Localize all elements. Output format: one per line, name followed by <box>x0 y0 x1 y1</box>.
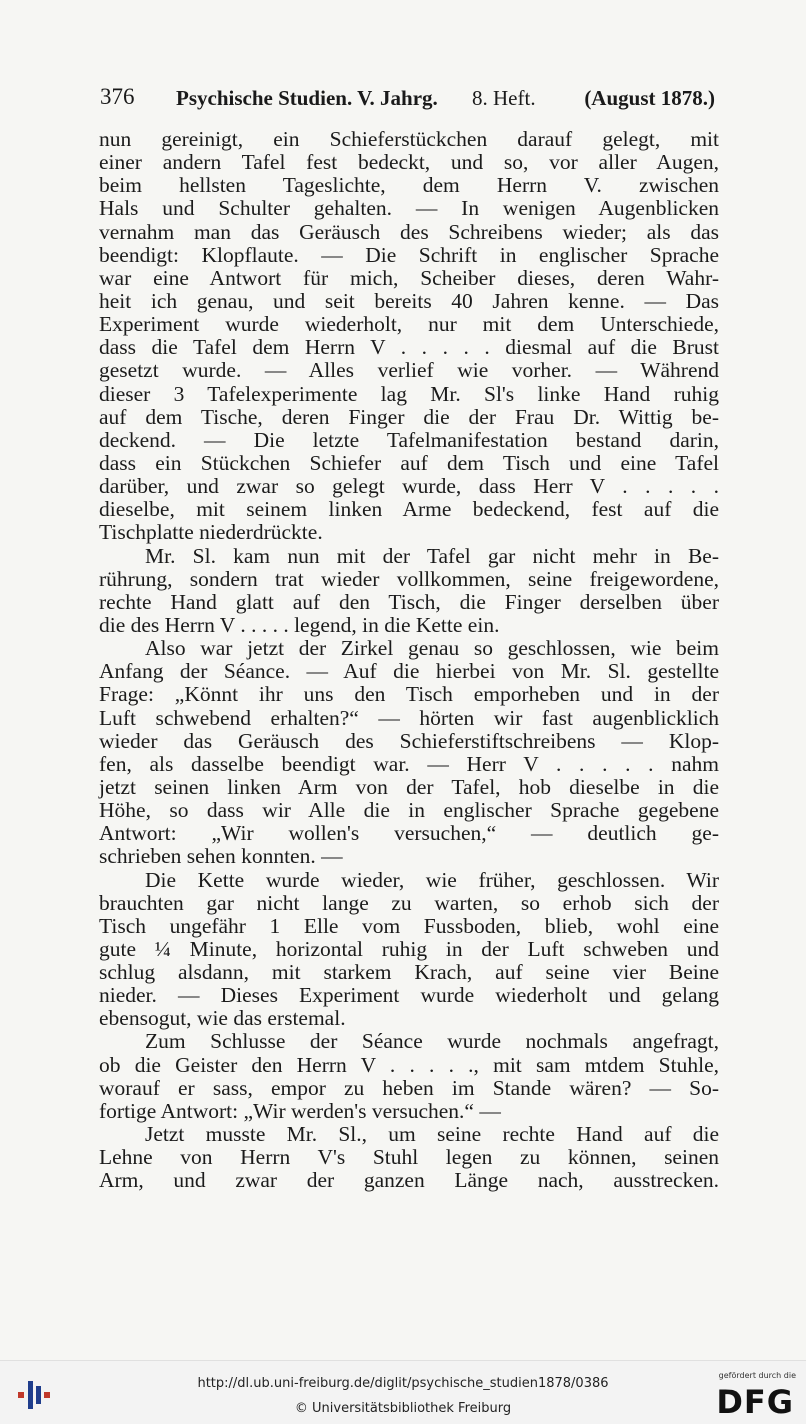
running-title: Psychische Studien. V. Jahrg. <box>176 86 438 110</box>
text-line: fen, als dasselbe beendigt war. — Herr V . . . . . nahm <box>99 751 719 776</box>
text-line: Also war jetzt der Zirkel genau so geschlossen, wie beim <box>145 636 719 661</box>
text-line: Luft schwebend erhalten?“ — hörten wir fast augenblicklich <box>99 705 719 730</box>
dfg-logo: DFG <box>716 1383 794 1421</box>
text-line: Tisch ungefähr 1 Elle vom Fussboden, blieb, wohl eine <box>99 913 719 938</box>
text-line: schlug alsdann, mit starkem Krach, auf seine vier Beine <box>99 960 719 985</box>
text-line: dieser 3 Tafelexperimente lag Mr. Sl's linke Hand ruhig <box>99 381 719 406</box>
text-line: Arm, und zwar der ganzen Länge nach, ausstrecken. <box>99 1168 719 1193</box>
text-line: Frage: „Könnt ihr uns den Tisch emporheben und in der <box>99 682 719 707</box>
copyright-notice: © Universitätsbibliothek Freiburg <box>294 1401 512 1416</box>
text-line: Höhe, so dass wir Alle die in englischer Sprache gegebene <box>99 798 719 823</box>
text-line: dass ein Stückchen Schiefer auf dem Tisch und eine Tafel <box>99 450 719 475</box>
text-line: rechte Hand glatt auf den Tisch, die Finger derselben über <box>99 589 719 614</box>
text-line: brauchten gar nicht lange zu warten, so erhob sich der <box>99 890 719 915</box>
issue-date: (August 1878.) <box>584 86 715 110</box>
text-line: nieder. — Dieses Experiment wurde wiederholt und gelang <box>99 983 719 1008</box>
text-line: Anfang der Séance. — Auf die hierbei von Mr. Sl. gestellte <box>99 659 719 684</box>
issue-label: 8. Heft. <box>472 86 536 110</box>
text-line: Hals und Schulter gehalten. — In wenigen Augenblicken <box>99 196 719 221</box>
text-line: Antwort: „Wir wollen's versuchen,“ — deutlich ge- <box>99 821 719 846</box>
text-line: gute ¼ Minute, horizontal ruhig in der Luft schweben und <box>99 936 719 961</box>
text-line: auf dem Tische, deren Finger die der Frau Dr. Wittig be- <box>99 404 719 429</box>
text-line: war eine Antwort für mich, Scheiber dieses, deren Wahr- <box>99 265 719 290</box>
text-line: beendigt: Klopflaute. — Die Schrift in englischer Sprache <box>99 242 719 267</box>
funder-note: gefördert durch die <box>718 1371 796 1380</box>
viewer-footer <box>0 1360 806 1424</box>
text-line: jetzt seinen linken Arm von der Tafel, hob dieselbe in die <box>99 774 719 799</box>
text-line: Lehne von Herrn V's Stuhl legen zu können, seinen <box>99 1145 719 1170</box>
text-line: Jetzt musste Mr. Sl., um seine rechte Hand auf die <box>145 1122 719 1147</box>
text-line: dieselbe, mit seinem linken Arme bedeckend, fest auf die <box>99 497 719 522</box>
text-line: dass die Tafel dem Herrn V . . . . . diesmal auf die Brust <box>99 335 719 360</box>
text-line: gesetzt wurde. — Alles verlief wie vorher. — Während <box>99 358 719 383</box>
text-line: Mr. Sl. kam nun mit der Tafel gar nicht mehr in Be- <box>145 543 719 568</box>
text-line: deckend. — Die letzte Tafelmanifestation bestand darin, <box>99 427 719 452</box>
text-line: worauf er sass, empor zu heben im Stande wären? — So- <box>99 1075 719 1100</box>
text-line: beim hellsten Tageslichte, dem Herrn V. zwischen <box>99 173 719 198</box>
body-text <box>99 128 719 1192</box>
text-line: nun gereinigt, ein Schieferstückchen darauf gelegt, mit <box>99 127 719 151</box>
text-line: ob die Geister den Herrn V . . . . ., mit sam mtdem Stuhle, <box>99 1052 719 1077</box>
page-number: 376 <box>100 84 135 109</box>
text-line: Die Kette wurde wieder, wie früher, geschlossen. Wir <box>145 867 719 892</box>
text-line: Tischplatte niederdrückte. <box>99 520 323 545</box>
text-line: die des Herrn V . . . . . legend, in die Kette ein. <box>99 612 500 637</box>
text-line: vernahm man das Geräusch des Schreibens wieder; als das <box>99 219 719 244</box>
text-line: darüber, und zwar so gelegt wurde, dass Herr V . . . . . <box>99 474 719 499</box>
source-url[interactable]: http://dl.ub.uni-freiburg.de/diglit/psychische_studien1878/0386 <box>197 1376 609 1391</box>
text-line: Experiment wurde wiederholt, nur mit dem Unterschiede, <box>99 312 719 337</box>
page-header <box>97 84 717 114</box>
text-line: wieder das Geräusch des Schieferstiftschreibens — Klop- <box>99 728 719 753</box>
text-line: ebensogut, wie das erstemal. <box>99 1006 346 1031</box>
text-line: heit ich genau, und seit bereits 40 Jahren kenne. — Das <box>99 288 719 313</box>
text-line: fortige Antwort: „Wir werden's versuchen.“ — <box>99 1098 501 1123</box>
text-line: rührung, sondern trat wieder vollkommen, seine freigewordene, <box>99 566 719 591</box>
text-line: schrieben sehen konnten. — <box>99 844 343 869</box>
text-line: einer andern Tafel fest bedeckt, und so, vor aller Augen, <box>99 150 719 175</box>
text-line: Zum Schlusse der Séance wurde nochmals angefragt, <box>145 1029 719 1054</box>
